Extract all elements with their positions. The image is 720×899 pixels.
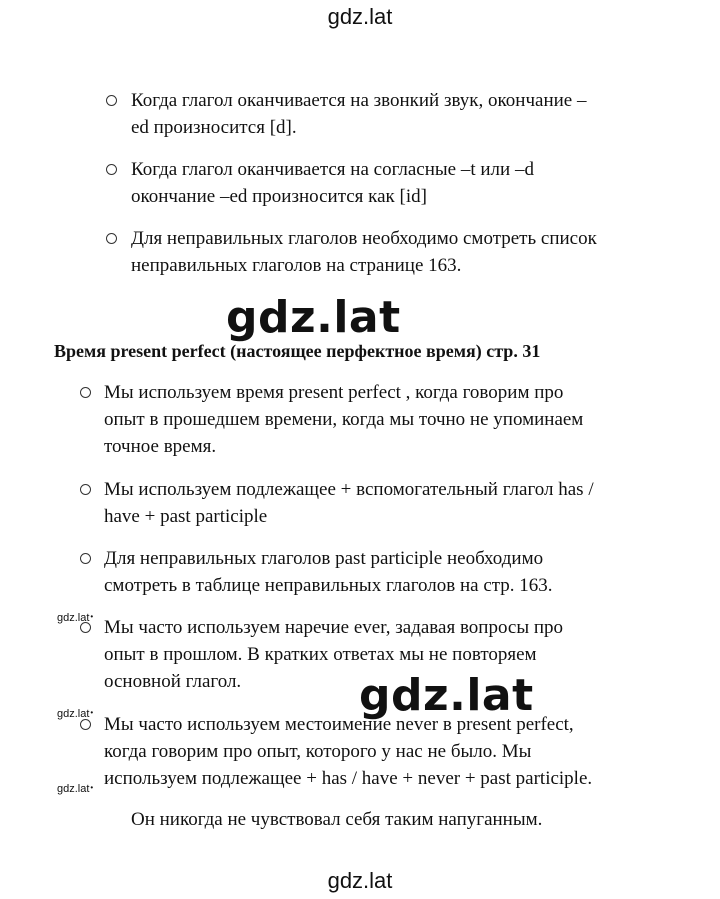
example-sentence: Он никогда не чувствовал себя таким напуганным. (131, 809, 543, 830)
list-item-line: опыт в прошлом. В кратких ответах мы не повторяем (104, 644, 537, 665)
list-item-line: когда говорим про опыт, которого у нас не было. Мы (104, 741, 532, 762)
list-item-line: Мы используем время present perfect , когда говорим про (104, 382, 564, 403)
bullet-icon (80, 553, 91, 564)
list-item-line: Для неправильных глаголов past participle необходимо (104, 548, 544, 569)
list-item-line: Мы используем подлежащее + вспомогательный глагол has / (104, 479, 594, 500)
watermark-small: gdz.lat • (57, 709, 93, 720)
list-item-line: точное время. (104, 436, 217, 457)
list-item-line: Когда глагол оканчивается на согласные –t или –d (131, 159, 534, 180)
bullet-icon (80, 719, 91, 730)
list-item-line: Мы часто используем местоимение never в present perfect, (104, 714, 574, 735)
bullet-icon (80, 484, 91, 495)
watermark-small: gdz.lat • (57, 613, 93, 624)
list-item-line: смотреть в таблице неправильных глаголов на стр. 163. (104, 575, 553, 596)
watermark-big: gdz.lat (226, 292, 401, 343)
bullet-icon (106, 95, 117, 106)
list-item-line: have + past participle (104, 506, 268, 527)
watermark-top: gdz.lat (327, 4, 393, 29)
list-item-line: Для неправильных глаголов необходимо смотреть список (131, 228, 597, 249)
bullet-icon (80, 387, 91, 398)
watermark-small: gdz.lat • (57, 784, 93, 795)
list-item-line: используем подлежащее + has / have + never + past participle. (104, 768, 593, 789)
list-item-line: окончание –ed произносится как [id] (131, 186, 427, 207)
list-item-line: опыт в прошедшем времени, когда мы точно не упоминаем (104, 409, 584, 430)
list-item-line: основной глагол. (104, 671, 242, 692)
watermark-big: gdz.lat (359, 670, 534, 721)
list-item-line: Когда глагол оканчивается на звонкий звук, окончание – (131, 90, 587, 111)
list-item-line: неправильных глаголов на странице 163. (131, 255, 462, 276)
list-item-line: ed произносится [d]. (131, 117, 297, 138)
section2-heading: Время present perfect (настоящее перфектное время) стр. 31 (54, 341, 541, 361)
list-item-line: Мы часто используем наречие ever, задавая вопросы про (104, 617, 564, 638)
bullet-icon (106, 164, 117, 175)
watermark-bottom: gdz.lat (327, 868, 393, 893)
bullet-icon (106, 233, 117, 244)
